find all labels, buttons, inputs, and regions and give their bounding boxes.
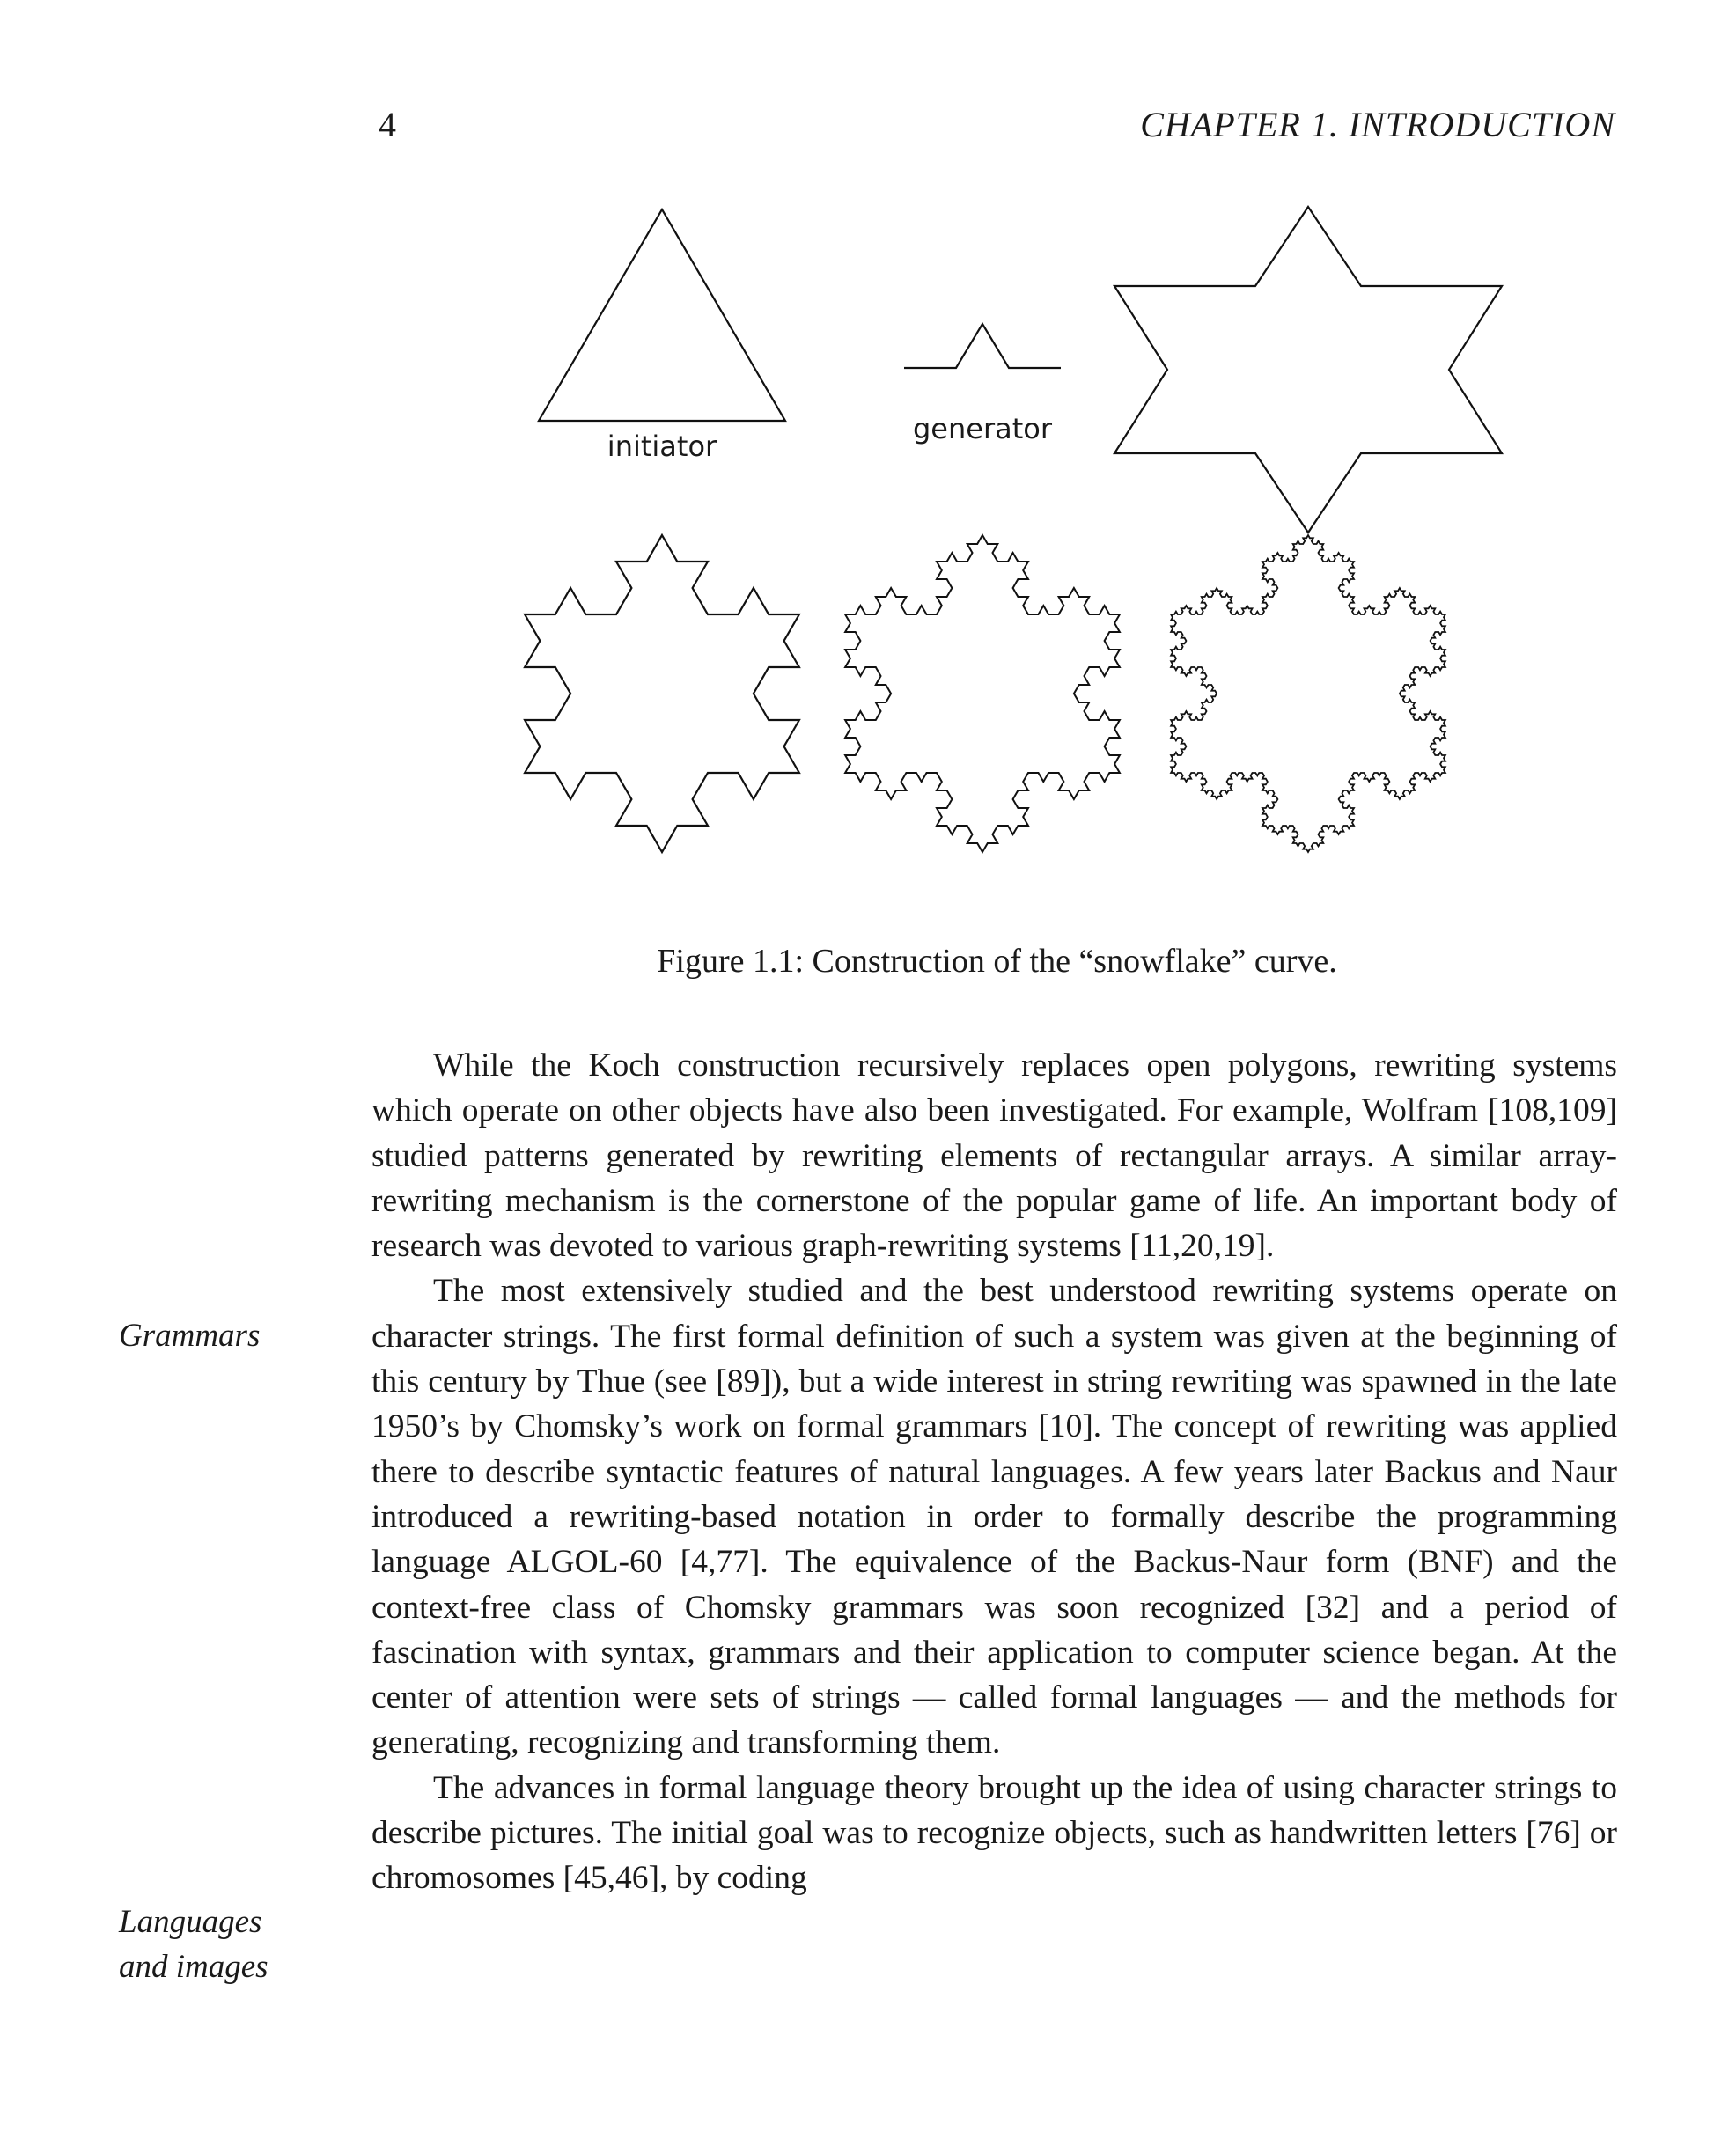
margin-note-languages [119,1900,348,1989]
margin-note-languages-line1: Languages [119,1904,262,1940]
margin-note-grammars [119,1313,348,1358]
snowflake-iteration-1 [1114,207,1502,533]
body-text [371,1043,1617,1901]
snowflake-figure [493,194,1549,915]
snowflake-iteration-2 [525,535,799,852]
paragraph-grammars: The most extensively studied and the best understood rewriting systems operate on character strings. The first formal definition of such a system was given at the beginning of this century by Thue (see [89]), but a wide interest in string rewriting was spawned in the late 1950’s by Chomsky’s work on formal grammars [10]. The concept of rewriting was applied there to describe syntactic features of natural languages. A few years later Backus and Naur introduced a rewriting-based notation in order to formally describe the programming language ALGOL-60 [4,77]. The equivalence of the Backus-Naur form (BNF) and the context-free class of Chomsky grammars was soon recognized [32] and a period of fascination with syntax, grammars and their application to computer science began. At the center of attention were sets of strings — called formal languages — and the methods for generating, recognizing and transforming them. [371,1273,1617,1761]
generator-label: generator [912,412,1052,445]
margin-note-languages-line2: and images [119,1949,268,1985]
chapter-title: CHAPTER 1. INTRODUCTION [1140,105,1615,144]
figure-caption: Figure 1.1: Construction of the “snowflake” curve. [657,943,1337,980]
running-head [379,104,1615,157]
page-number: 4 [379,105,396,144]
initiator-label: initiator [607,430,717,463]
snowflake-iteration-4 [1171,535,1445,852]
snowflake-iteration-3 [845,535,1120,852]
initiator-triangle [539,209,785,421]
snowflake-figure-drawing [493,194,1549,915]
paragraph-koch-rewriting: While the Koch construction recursively replaces open polygons, rewriting systems which operate on other objects have also been investigated. For example, Wolfram [108,109] studied patterns generated by rewriting elements of rectangular arrays. A similar array-rewriting mechanism is the cornerstone of the popular game of life. An important body of research was devoted to various graph-rewriting systems [11,20,19]. [371,1047,1617,1265]
generator-polyline [904,324,1061,368]
margin-note-grammars-text: Grammars [119,1318,261,1354]
paragraph-languages-images: The advances in formal language theory brought up the idea of using character strings to describe pictures. The initial goal was to recognize objects, such as handwritten letters [76] or chromosomes [45,46], by coding [371,1769,1617,1897]
